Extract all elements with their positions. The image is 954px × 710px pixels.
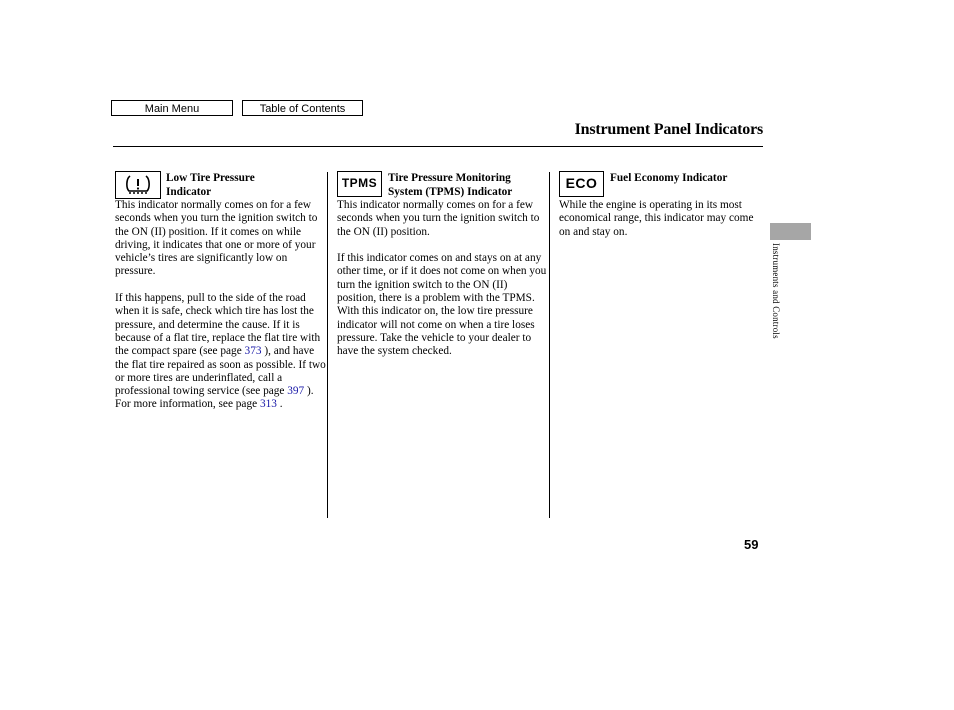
main-menu-button[interactable]: Main Menu: [111, 100, 233, 116]
fuel-economy-para1: While the engine is operating in its most economical range, this indicator may come on and stay on.: [559, 199, 754, 238]
tpms-para2: If this indicator comes on and stays on at any other time, or if it does not come on when you turn the ignition switch to the ON (II) position, there is a problem with the TPMS. With this indicator on, the low tire pressure indicator will not come on when a tire loses pressure. Take the vehicle to your dealer to have the system checked.: [337, 252, 547, 358]
low-tire-text-c: ). For more information, see page: [115, 385, 314, 411]
tpms-icon-text: TPMS: [341, 176, 378, 191]
section-tab-label: Instruments and Controls: [771, 243, 781, 339]
tpms-section: [337, 171, 549, 372]
low-tire-pressure-title: Low Tire Pressure: [166, 172, 255, 184]
tire-pressure-warning-icon: [115, 171, 161, 199]
low-tire-pressure-section: [115, 171, 327, 425]
table-of-contents-button[interactable]: Table of Contents: [242, 100, 363, 116]
column-divider: [327, 172, 328, 518]
low-tire-text-a: If this happens, pull to the side of the road when it is safe, check which tire has lost the pressure, and determine the cause. If it is because of a flat tire, replace the flat tire with the compact spare (see page: [115, 292, 321, 358]
low-tire-pressure-para2: [115, 292, 327, 412]
low-tire-pressure-title-line2: Indicator: [166, 185, 212, 198]
low-tire-pressure-para1: This indicator normally comes on for a few seconds when you turn the ignition switch to the ON (II) position. If it comes on while driving, it indicates that one or more of your vehicle’s tires are significantly low on pressure.: [115, 199, 318, 278]
page-link-397[interactable]: 397: [287, 385, 305, 398]
low-tire-text-b: ), and have the flat tire repaired as soon as possible. If two or more tires are underinflated, call a professional towing service (see page: [115, 345, 326, 398]
page-link-313[interactable]: 313: [259, 398, 277, 411]
section-tab[interactable]: [770, 223, 811, 240]
column-divider: [549, 172, 550, 518]
low-tire-text-d: .: [279, 398, 283, 411]
eco-icon: [559, 171, 604, 197]
title-divider: [113, 146, 763, 147]
page-number: 59: [744, 537, 759, 552]
tpms-title-line2: System (TPMS) Indicator: [388, 185, 513, 198]
tpms-icon: [337, 171, 382, 197]
page-link-373[interactable]: 373: [244, 345, 262, 358]
eco-icon-text: ECO: [565, 175, 598, 192]
page-title: Instrument Panel Indicators: [574, 121, 763, 138]
tpms-para1: This indicator normally comes on for a few seconds when you turn the ignition switch to the ON (II) position.: [337, 199, 540, 238]
fuel-economy-section: [559, 171, 759, 252]
fuel-economy-title: Fuel Economy Indicator: [610, 172, 728, 184]
tpms-title: Tire Pressure Monitoring: [388, 172, 511, 184]
